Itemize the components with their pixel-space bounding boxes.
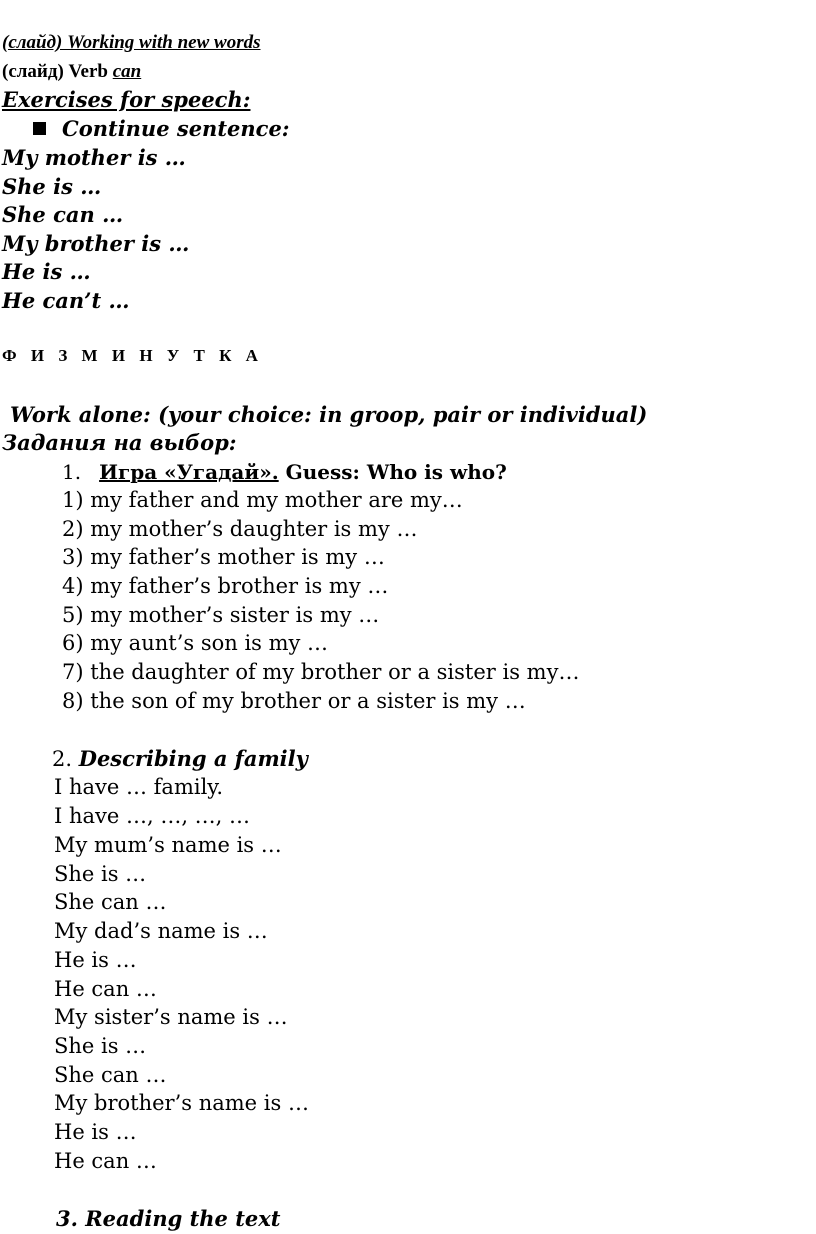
list-item: 6) my aunt’s son is my … (62, 631, 329, 655)
list-item: 8) the son of my brother or a sister is my … (62, 689, 526, 713)
family-line: He is … (54, 1120, 137, 1144)
speech-line: My brother is … (2, 231, 190, 256)
list-item: 5) my mother’s sister is my … (62, 603, 380, 627)
family-line: I have … family. (54, 775, 224, 799)
verb-label: (слайд) Verb (2, 61, 113, 82)
task2-title: Describing a family (78, 746, 308, 771)
family-line: She can … (54, 1063, 167, 1087)
family-line: He can … (54, 977, 157, 1001)
task1-heading (62, 460, 507, 484)
family-line: She can … (54, 890, 167, 914)
family-line: My mum’s name is … (54, 833, 282, 857)
speech-line: He is … (2, 259, 91, 284)
exercises-heading: Exercises for speech: (2, 87, 251, 112)
verb-can: can (112, 61, 142, 82)
speech-line: She can … (2, 202, 124, 227)
task3-heading: 3. Reading the text (56, 1206, 281, 1231)
family-line: My sister’s name is … (54, 1005, 288, 1029)
task1-guess: Guess: Who is who? (278, 460, 507, 484)
task1-number: 1. (62, 460, 82, 484)
list-item: 4) my father’s brother is my … (62, 574, 389, 598)
speech-line: He can’t … (2, 288, 130, 313)
family-line: My brother’s name is … (54, 1091, 309, 1115)
family-line: He can … (54, 1149, 157, 1173)
continue-sentence-item (33, 116, 290, 141)
speech-line: My mother is … (2, 145, 186, 170)
slide-heading-new-words: (слайд) Working with new words (2, 32, 261, 53)
list-item: 1) my father and my mother are my… (62, 488, 463, 512)
family-line: She is … (54, 862, 147, 886)
continue-sentence-label: Continue sentence: (62, 116, 290, 141)
fizminutka-heading: Ф И З М И Н У Т К А (2, 346, 263, 365)
family-line: My dad’s name is … (54, 919, 268, 943)
family-line: She is … (54, 1034, 147, 1058)
list-item: 3) my father’s mother is my … (62, 545, 385, 569)
speech-line: She is … (2, 174, 102, 199)
list-item: 2) my mother’s daughter is my … (62, 517, 418, 541)
work-alone-heading: Work alone: (your choice: in groop, pair or individual) (10, 402, 648, 427)
list-item: 7) the daughter of my brother or a sister is my… (62, 660, 580, 684)
family-line: I have …, …, …, … (54, 804, 251, 828)
slide-heading-verb (2, 61, 141, 83)
choice-tasks-heading: Задания на выбор: (2, 430, 237, 455)
task2-number: 2. (52, 747, 73, 771)
square-bullet-icon (33, 122, 46, 135)
family-line: He is … (54, 948, 137, 972)
task2-heading (52, 746, 308, 771)
task1-game: Игра «Угадай». (99, 460, 279, 484)
